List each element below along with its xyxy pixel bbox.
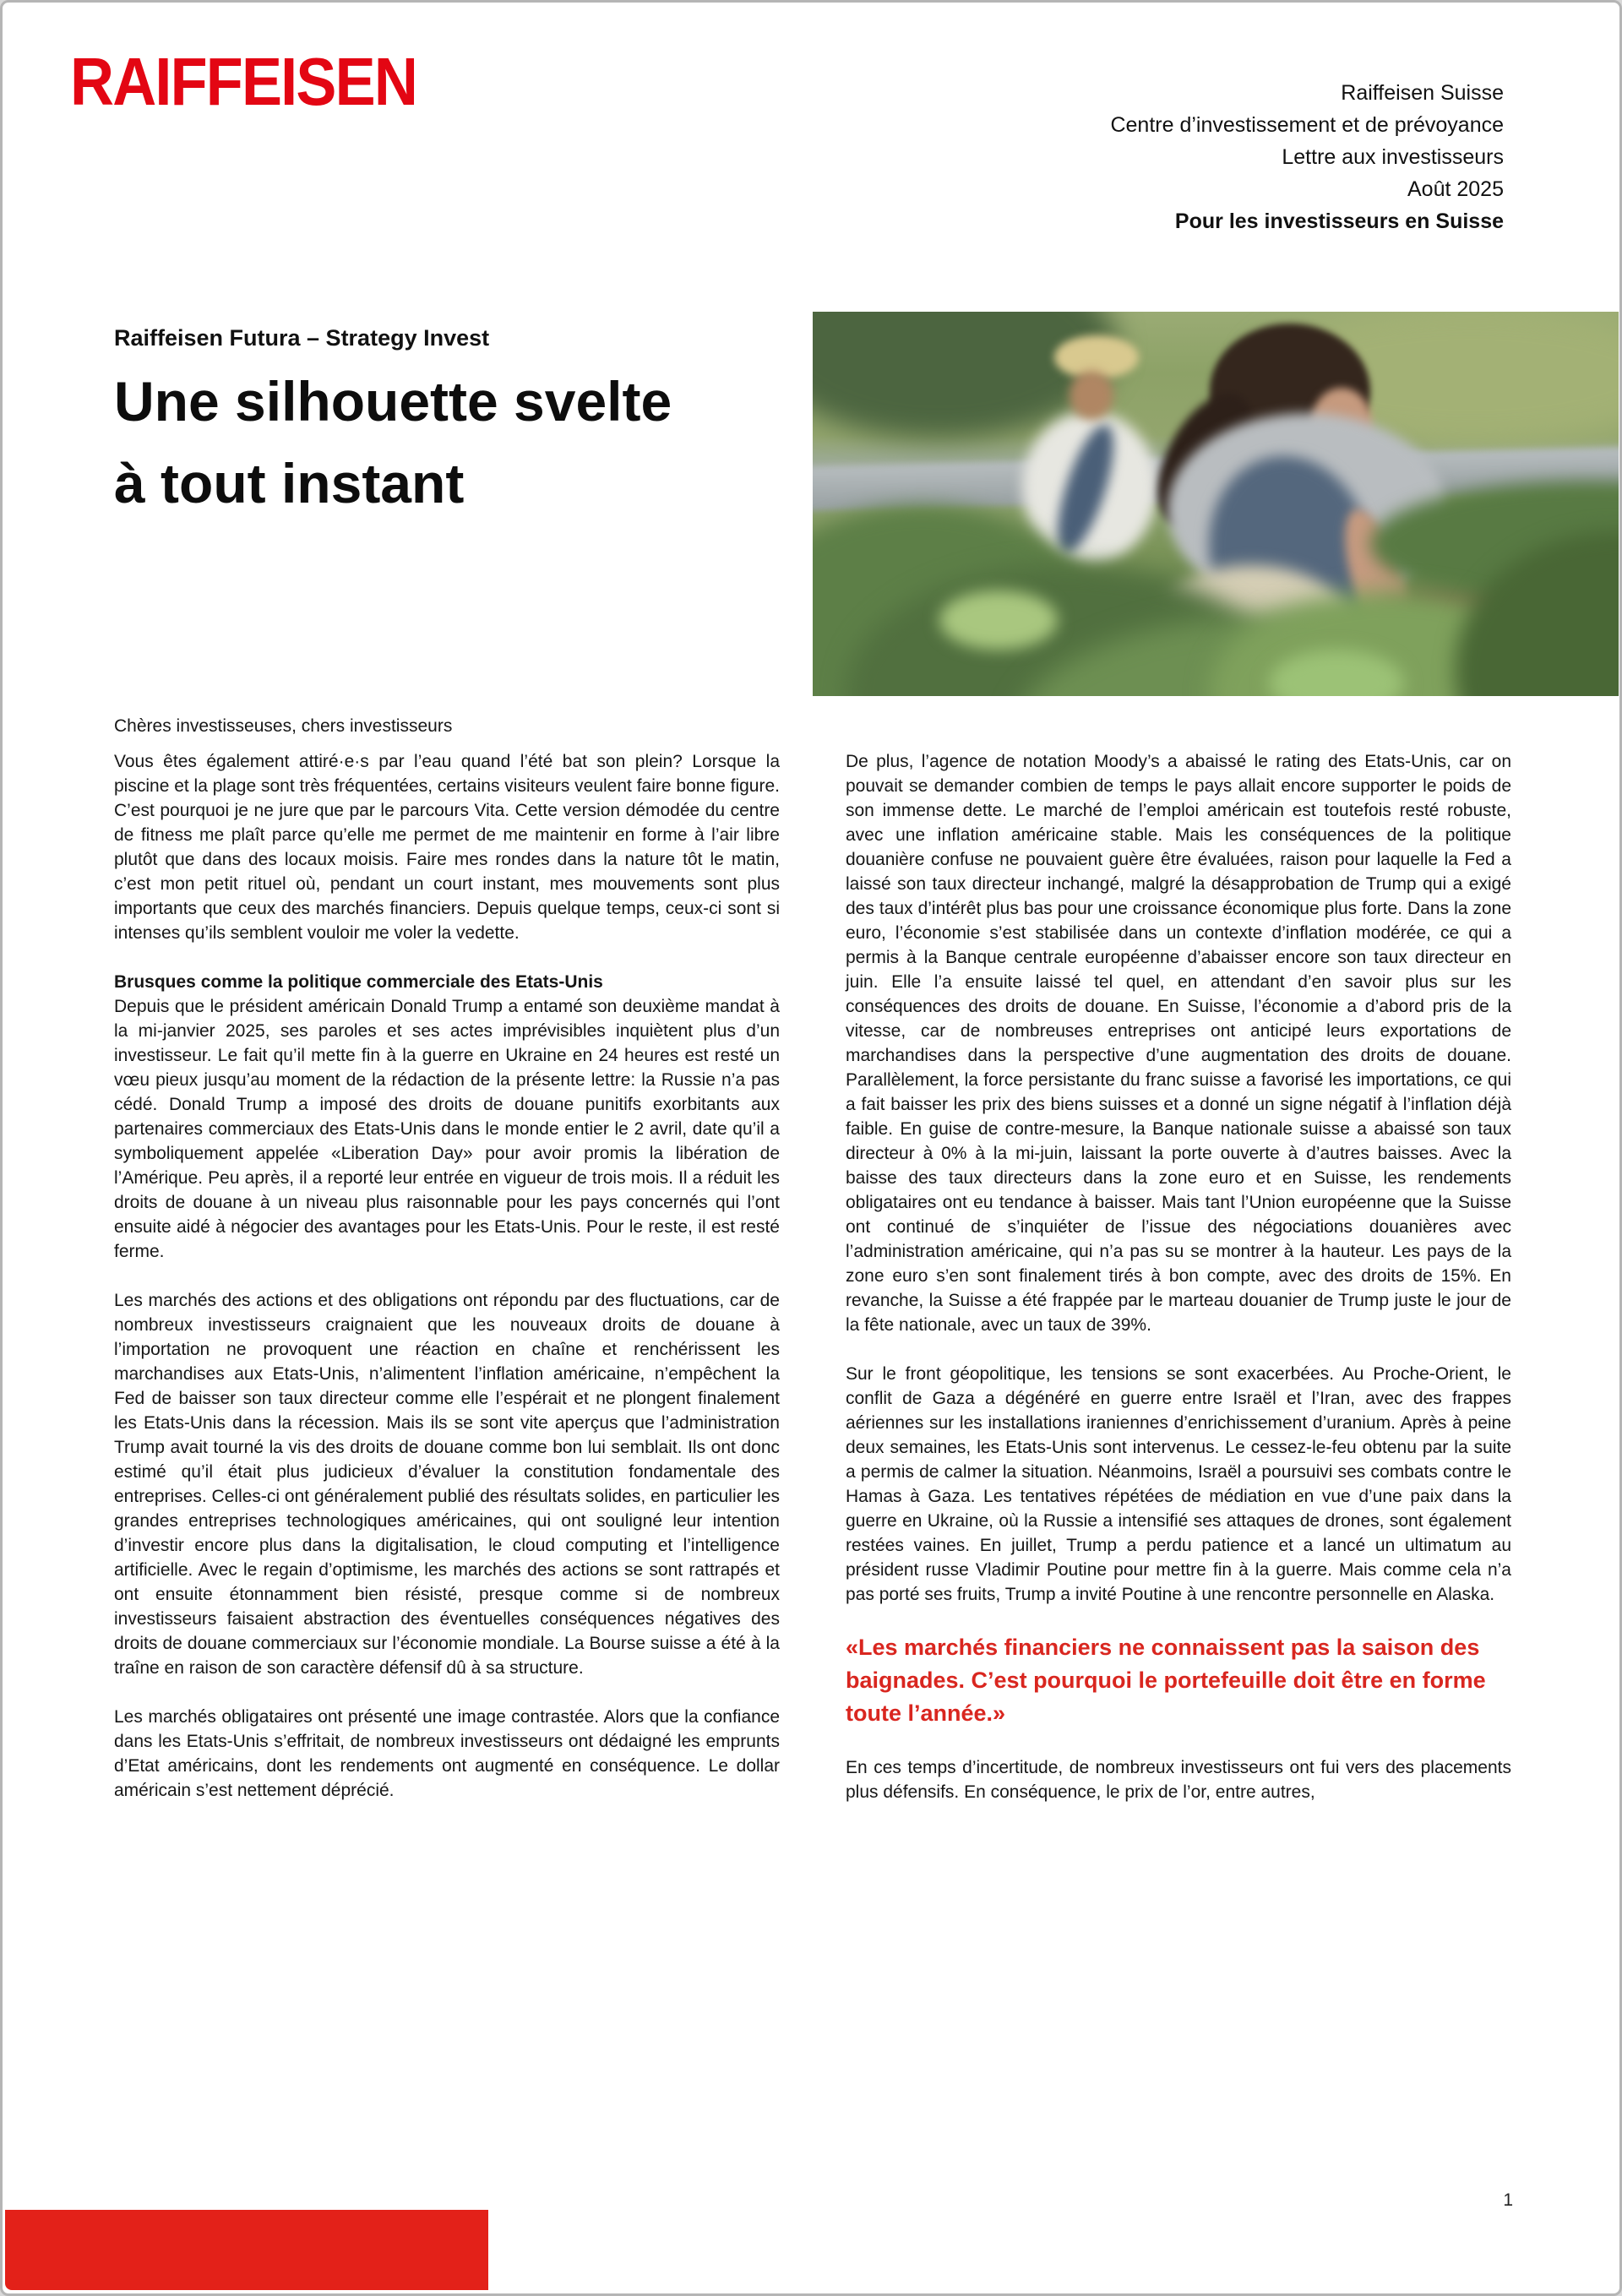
meta-line-doctype: Lettre aux investisseurs [1282, 145, 1504, 169]
header-meta [1110, 77, 1504, 237]
meta-audience: Pour les investisseurs en Suisse [1174, 209, 1504, 233]
article-kicker: Raiffeisen Futura – Strategy Invest [114, 325, 490, 351]
photo-man-face [1070, 371, 1113, 420]
meta-line-company: Raiffeisen Suisse [1341, 81, 1504, 105]
article-title [114, 361, 672, 525]
meta-line-department: Centre d’investissement et de prévoyance [1110, 113, 1504, 137]
photo-leaf-highlight-1 [939, 590, 1058, 650]
paragraph-equity-markets: Les marchés des actions et des obligations ont répondu par des fluctuations, car de nombreux investisseurs craignaient que les nouveaux droits de douane à l’importation ne provoquent une réaction en chaîne et renchérissent les marchandises aux Etats-Unis, n’alimentent l’inflation américaine, n’empêchent la Fed de baisser son taux directeur comme elle l’espérait et ne plongent finalement les Etats-Unis dans la récession. Mais ils se sont vite aperçus que l’administration Trump avait tourné la vis des droits de douane comme bon lui semblait. Ils ont donc estimé qu’il était plus judicieux d’évaluer la constitution fondamentale des entreprises. Celles-ci ont généralement publié des résultats solides, en particulier les grandes entreprises technologiques américaines, qui ont souligné leur intention d’investir encore plus dans la digitalisation, le cloud computing et l’intelligence artificielle. Avec le regain d’optimisme, les marchés des actions se sont rattrapés et ont ensuite étonnamment bien résisté, presque comme si de nombreux investisseurs faisaient abstraction des éventuelles conséquences négatives des droits de douane commerciaux sur l’économie mondiale. La Bourse suisse a été à la traîne en raison de son caractère défensif dû à sa structure. [114, 1291, 780, 1678]
title-line-1: Une silhouette svelte [114, 370, 672, 433]
paragraph-trump-tariffs: Depuis que le président américain Donald Trump a entamé son deuxième mandat à la mi-janvier 2025, ses paroles et ses actes imprévisibles inquiètent plus d’un investisseur. Le fait qu’il mette fin à la guerre en Ukraine en 24 heures est resté un vœu pieux jusqu’au moment de la rédaction de la présente lettre: la Russie n’a pas cédé. Donald Trump a imposé des droits de douane punitifs exorbitants aux partenaires commerciaux des Etats-Unis dans le monde entier le 2 avril, date qu’il a symboliquement appelée «Liberation Day» pour avoir promis la libération de l’Amérique. Peu après, il a reporté leur entrée en vigueur de trois mois. Il a réduit les droits de douane à un niveau plus raisonnable pour les pays concernés qui l’ont ensuite aidé à négocier des avantages pour les Etats-Unis. Pour le reste, il est resté ferme. [114, 997, 780, 1261]
hero-photo [813, 312, 1619, 696]
paragraph-bond-markets: Les marchés obligataires ont présenté une image contrastée. Alors que la confiance dans les Etats-Unis s’effritait, de nombreux investisseurs ont dédaigné les emprunts d’Etat américains, dont les rendements ont augmenté en conséquence. Le dollar américain s’est nettement déprécié. [114, 1707, 780, 1800]
meta-line-date: Août 2025 [1407, 177, 1504, 201]
raiffeisen-logo: RAIFFEISEN [70, 44, 417, 119]
salutation: Chères investisseuses, chers investisseurs [114, 716, 453, 736]
footer-red-block [5, 2210, 488, 2290]
paragraph-geopolitics: Sur le front géopolitique, les tensions se sont exacerbées. Au Proche-Orient, le conflit de Gaza a dégénéré en guerre entre Israël et l’Iran, avec des frappes aériennes sur les installations iraniennes d’enrichissement d’uranium. Après à peine deux semaines, les Etats-Unis sont intervenus. Le cessez-le-feu obtenu par la suite a permis de calmer la situation. Néanmoins, Israël a poursuivi ses combats contre le Hamas à Gaza. Les tentatives répétées de médiation en vue d’une paix dans la guerre en Ukraine, où la Russie a intensifié ses attaques de drones, sont également restées vaines. En juillet, Trump a perdu patience et a lancé un ultimatum au président russe Vladimir Poutine pour mettre fin à la guerre. Mais comme cela n’a pas porté ses fruits, Trump a invité Poutine à une rencontre personnelle en Alaska. [846, 1364, 1511, 1604]
paragraph-uncertainty: En ces temps d’incertitude, de nombreux investisseurs ont fui vers des placements plus défensifs. En conséquence, le prix de l’or, entre autres, [846, 1758, 1511, 1802]
paragraph-intro: Vous êtes également attiré·e·s par l’eau quand l’été bat son plein? Lorsque la piscine et la plage sont très fréquentées, certains visiteurs veulent faire bonne figure. C’est pourquoi je ne jure que par le parcours Vita. Cette version démodée du centre de fitness me plaît parce qu’elle me permet de me maintenir en forme à l’air libre plutôt que dans des locaux moisis. Faire mes rondes dans la nature tôt le matin, c’est mon petit rituel où, pendant un court instant, mes mouvements sont plus importants que ceux des marchés financiers. Depuis quelque temps, ceux-ci sont si intenses qu’ils semblent vouloir me voler la vedette. [114, 752, 780, 943]
right-column [846, 749, 1511, 1829]
section-heading-trade-policy: Brusques comme la politique commerciale des Etats-Unis [114, 972, 603, 992]
pull-quote: «Les marchés financiers ne connaissent pas la saison des baignades. C’est pourquoi le portefeuille doit être en forme toute l’année.» [846, 1635, 1486, 1726]
paragraph-moodys-rates: De plus, l’agence de notation Moody’s a abaissé le rating des Etats-Unis, car on pouvait se demander combien de temps le pays allait encore supporter le poids de son immense dette. Le marché de l’emploi américain est toutefois resté robuste, avec une inflation américaine stable. Mais les conséquences de la politique douanière confuse ne pouvaient guère être évaluées, raison pour laquelle la Fed a laissé son taux directeur inchangé, malgré la désapprobation de Trump qui a exigé des taux d’intérêt plus bas pour une croissance économique plus forte. Dans la zone euro, l’économie s’est stabilisée dans un contexte d’inflation modérée, ce qui a permis à la Banque centrale européenne d’abaisser encore son taux directeur en juin. Elle l’a ensuite laissé tel quel, en attendant d’en savoir plus sur les conséquences des droits de douane. En Suisse, l’économie a d’abord pris de la vitesse, car de nombreuses entreprises ont anticipé leurs exportations de marchandises dans la perspective d’une augmentation des droits de douane. Parallèlement, la force persistante du franc suisse a favorisé les importations, ce qui a fait baisser les prix des biens suisses et a donné un signe négatif à l’inflation déjà faible. En guise de contre-mesure, la Banque nationale suisse a abaissé son taux directeur à 0% à la mi-juin, laissant la porte ouverte à d’autres baisses. Avec la baisse des taux directeurs dans la zone euro et en Suisse, les rendements obligataires ont eu tendance à baisser. Mais tant l’Union européenne que la Suisse ont continué de s’inquiéter de l’issue des négociations douanières avec l’administration américaine, qui n’a pas su se montrer à la hauteur. Les pays de la zone euro s’en sont finalement tirés à bon compte, avec des droits de 15%. En revanche, la Suisse a été frappée par le marteau douanier de Trump juste le jour de la fête nationale, avec un taux de 39%. [846, 752, 1511, 1335]
page-number: 1 [1503, 2190, 1513, 2210]
left-column [114, 714, 780, 1827]
title-line-2: à tout instant [114, 452, 465, 514]
